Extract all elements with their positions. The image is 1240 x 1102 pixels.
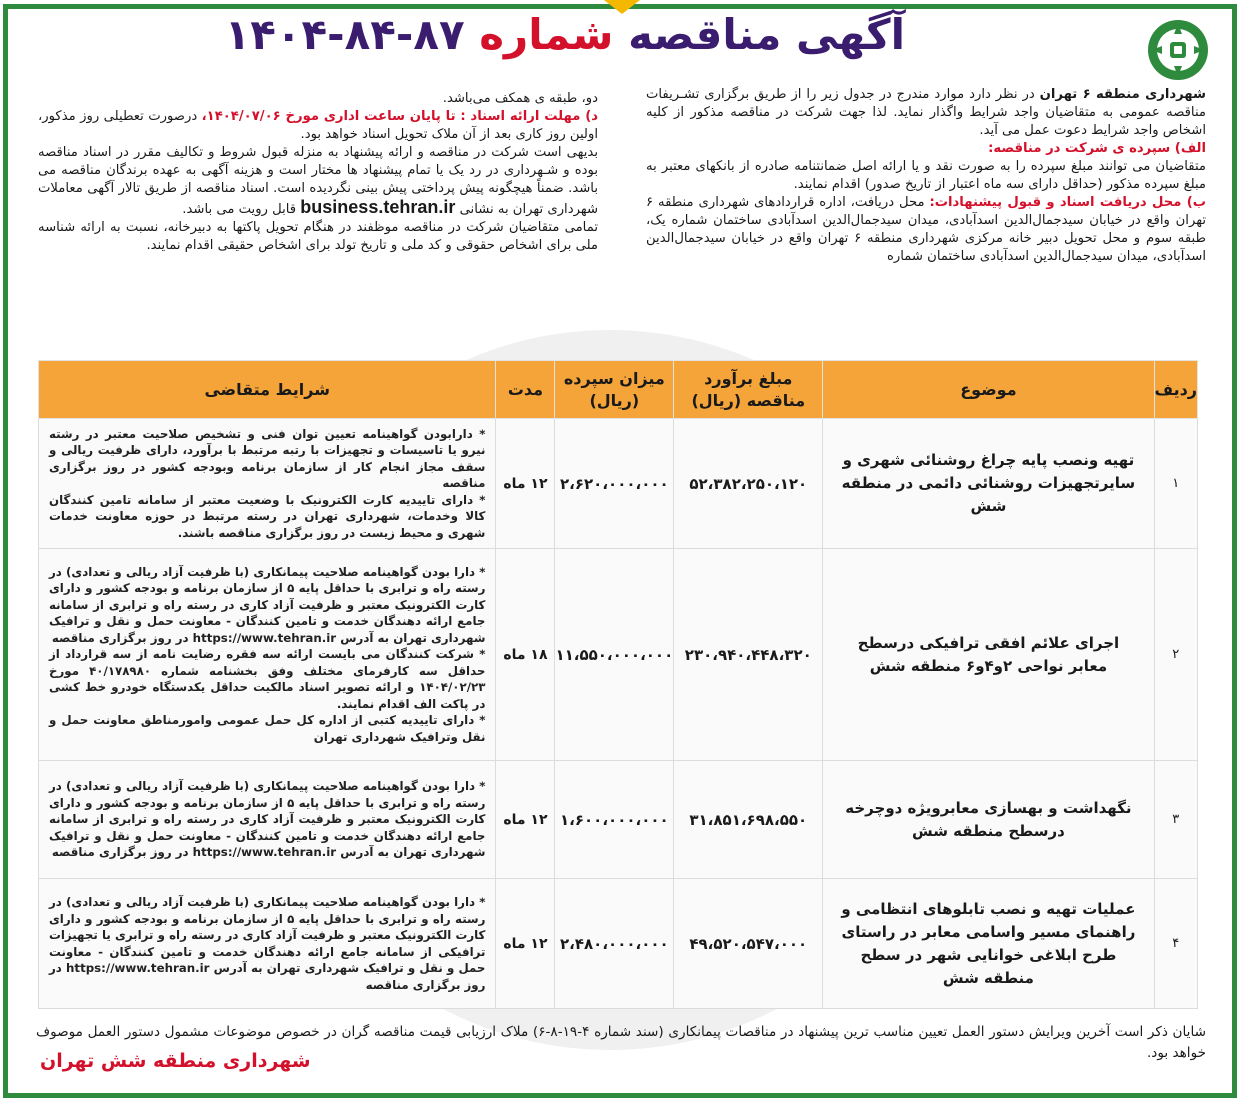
section-d-text: درصورت تعطیلی روز مذکور، اولین روز کاری بعد از آن ملاک تحویل اسناد خواهد بود. (38, 109, 598, 142)
row-duration: ۱۲ ماه (496, 419, 555, 549)
row-subject: تهیه ونصب پایه چراغ روشنائی شهری و سایرتجهیزات روشنائی دائمی در منطقه شش (823, 419, 1154, 549)
condition-item: * دارابودن گواهینامه تعیین توان فنی و تشخیص صلاحیت معتبر در رشته نیرو یا تاسیسات و تجهیزات با رتبه مرتبط با برآورد، دارای ظرفیت ریالی و سقف مجاز انجام کار از سازمان برنامه وبودجه کشور در روز برگزاری مناقصه (49, 426, 486, 491)
section-b-text: محل دریافت، اداره قراردادهای شهرداری منطقه ۶ تهران واقع در خیابان سیدجمال‌الدین اسدآبادی، میدان سیدجمال‌الدین اسدآبادی ساختمان شماره یک، طبقه سوم و محل تحویل دبیر خانه مرکزی شهرداری منطقه ۶ تهران واقع در خیابان سیدجمال‌الدین اسدآبادی، میدان سیدجمال‌الدین اسدآبادی ساختمان شماره (646, 195, 1206, 264)
title-number: ۸۷-۸۴-۱۴۰۴ (224, 10, 465, 59)
footer-note: شایان ذکر است آخرین ویرایش دستور العمل تعیین مناسب ترین پیشنهاد در مناقصات پیمانکاری (سند شماره ۴-۱۹-۸-۶) ملاک ارزیابی قیمت مناقصه گران در خصوص موضوعات مشمول دستور العمل موصوف خواهد بود. (36, 1024, 1206, 1061)
header-deposit: میزان سپرده (ریال) (555, 361, 674, 419)
table-row (39, 419, 1198, 549)
header-estimate: مبلغ برآورد مناقصه (ریال) (674, 361, 823, 419)
condition-item: * دارای تاییدیه کارت الکترونیک با وضعیت معتبر از سامانه تامین کنندگان کالا وخدمات، شهرداری تهران در رسته مرتبط در حوزه معاونت خدمات شهری و محیط زیست در روز برگزاری مناقصه باشند. (49, 492, 486, 540)
row-number: ۳ (1154, 761, 1197, 879)
row-duration: ۱۸ ماه (496, 549, 555, 761)
row-number: ۲ (1154, 549, 1197, 761)
header-subject: موضوع (823, 361, 1154, 419)
row-estimate: ۴۹،۵۲۰،۵۴۷،۰۰۰ (674, 879, 823, 1009)
notice-title (225, 10, 905, 59)
signature: شهرداری منطقه شش تهران (40, 1050, 311, 1072)
condition-item: * شرکت کنندگان می بایست ارائه سه فقره رضایت نامه از سه قرارداد از حداقل سه کارفرمای مختلف وفق بخشنامه شماره ۴۰/۱۷۸۹۸۰ مورخ ۱۴۰۴/۰۲/۲۳ و ارائه تصویر اسناد مالکیت حداقل یکدستگاه خودرو خط کشی در پاکت الف اقدام نمایند. (49, 647, 486, 711)
header-row-number: ردیف (1154, 361, 1197, 419)
row-conditions (39, 419, 496, 549)
intro-text: در نظر دارد موارد مندرج در جدول زیر را از طریق برگزاری تشـریفات مناقصه عمومی به متقاضیان واجد شرایط واگذار نماید. لذا جهت شرکت در مناقصه مذکور از کلیه اشخاص واجد شرایط دعوت عمل می آید. (646, 87, 1206, 138)
section-b-paragraph (646, 194, 1206, 266)
row-deposit: ۲،۴۸۰،۰۰۰،۰۰۰ (555, 879, 674, 1009)
title-prefix: آگهی مناقصه (628, 10, 905, 59)
section-d-paragraph (38, 108, 598, 144)
left-text-column (38, 90, 598, 255)
row-deposit: ۱،۶۰۰،۰۰۰،۰۰۰ (555, 761, 674, 879)
row-conditions (39, 879, 496, 1009)
row-duration: ۱۲ ماه (496, 761, 555, 879)
header-duration: مدت (496, 361, 555, 419)
row-subject: نگهداشت و بهسازی معابرویژه دوچرخه درسطح منطقه شش (823, 761, 1154, 879)
terms-paragraph (38, 144, 598, 219)
title-number-word: شماره (479, 10, 614, 59)
right-text-column (646, 86, 1206, 266)
table-row (39, 549, 1198, 761)
section-a-heading: الف) سپرده ی شرکت در مناقصه: (988, 141, 1206, 156)
row-estimate: ۵۲،۳۸۲،۲۵۰،۱۲۰ (674, 419, 823, 549)
condition-item: * دارا بودن گواهینامه صلاحیت پیمانکاری (با ظرفیت آزاد ریالی و تعدادی) در رسته راه و ترابری با حداقل پایه ۵ از سازمان برنامه و بودجه کشور و دارای کارت الکترونیک معتبر و ظرفیت آزاد کاری در رسته راه و ترابری یا تجهیزات ترافیکی از سامانه جامع ارائه دهندگان خدمت و تامین کنندگان - معاونت حمل و نقل و ترافیک شهرداری تهران به آدرس https://www.tehran.ir در روز برگزاری مناقصه (49, 895, 486, 992)
tender-table (38, 360, 1198, 1009)
row-conditions (39, 761, 496, 879)
table-row (39, 879, 1198, 1009)
business-site-link[interactable]: business.tehran.ir (300, 197, 456, 217)
row-deposit: ۲،۶۲۰،۰۰۰،۰۰۰ (555, 419, 674, 549)
condition-item: * دارا بودن گواهینامه صلاحیت پیمانکاری (با ظرفیت آزاد ریالی و تعدادی) در رسته راه و ترابری با حداقل پایه ۵ از سازمان برنامه و بودجه کشور و دارای کارت الکترونیک معتبر و ظرفیت آزاد کاری در رسته راه و ترابری از سامانه جامع ارائه دهندگان خدمت و تامین کنندگان - معاونت حمل و نقل و ترافیک شهرداری تهران به آدرس https://www.tehran.ir در روز برگزاری مناقصه (49, 564, 486, 645)
row-number: ۱ (1154, 419, 1197, 549)
section-a-text: متقاضیان می توانند مبلغ سپرده را به صورت نقد و یا ارائه اصل ضمانتنامه صادره از بانکهای معتبر به مبلغ سپرده مذکور (حداقل دارای سه ماه اعتبار از تاریخ صدور) اقدام نمایند. (646, 159, 1206, 192)
intro-paragraph (646, 86, 1206, 140)
row-subject: اجرای علائم افقی ترافیکی درسطح معابر نواحی ۲و۴و۶ منطقه شش (823, 549, 1154, 761)
row-duration: ۱۲ ماه (496, 879, 555, 1009)
row-deposit: ۱۱،۵۵۰،۰۰۰،۰۰۰ (555, 549, 674, 761)
condition-item: * دارا بودن گواهینامه صلاحیت پیمانکاری (با ظرفیت آزاد ریالی و تعدادی) در رسته راه و ترابری با حداقل پایه ۵ از سازمان برنامه و بودجه کشور و دارای کارت الکترونیک معتبر و ظرفیت آزاد کاری در رسته راه و ترابری از سامانه جامع ارائه دهندگان خدمت و تامین کنندگان - معاونت حمل و نقل و ترافیک شهرداری تهران به آدرس https://www.tehran.ir در روز برگزاری مناقصه (49, 779, 486, 860)
terms-text-end: قابل رویت می باشد. (182, 202, 301, 217)
header-conditions: شرایط متقاضی (39, 361, 496, 419)
section-d-heading: د) مهلت ارائه اسناد : تا پایان ساعت اداری مورخ ۱۴۰۴/۰۷/۰۶، (201, 109, 599, 124)
condition-item: * دارای تاییدیه کتبی از اداره کل حمل عمومی وامورمناطق معاونت حمل و نقل وترافیک شهرداری تهران (49, 713, 486, 744)
row-estimate: ۳۱،۸۵۱،۶۹۸،۵۵۰ (674, 761, 823, 879)
row-subject: عملیات تهیه و نصب تابلوهای انتظامی و راهنمای مسیر واسامی معابر در راستای طرح ابلاغی خوانایی شهر در سطح منطقه شش (823, 879, 1154, 1009)
continued-address: دو، طبقه ی همکف می‌باشد. (442, 91, 598, 106)
section-b-heading: ب) محل دریافت اسناد و قبول پیشنهادات: (929, 195, 1207, 210)
row-estimate: ۲۳۰،۹۴۰،۴۴۸،۳۲۰ (674, 549, 823, 761)
table-row (39, 761, 1198, 879)
tehran-municipality-logo-icon (1146, 18, 1210, 82)
row-conditions (39, 549, 496, 761)
org-name: شهرداری منطقه ۶ تهران (1039, 87, 1206, 102)
table-header-row (39, 361, 1198, 419)
terms-text: بدیهی است شرکت در مناقصه و ارائه پیشنهاد به منزله قبول شروط و تکالیف مقرر در اسناد مناقصه بوده و شـهرداری در رد یک یا تمام پیشنهاد ها مختار است و هزینه آگهی به عهده برندگان مناقصه می باشد. ضمناً هیچگونه پیش پرداختی پیش بینی نگردیده است. اسناد مناقصه از طریق تالار آگهی معاملات شهرداری تهران به نشانی (38, 145, 598, 217)
national-id-paragraph: تمامی متقاضیان شرکت در مناقصه موظفند در هنگام تحویل پاکتها به دبیرخانه، نسبت به ارائه شناسه ملی برای اشخاص حقوقی و کد ملی و تاریخ تولد برای اشخاص حقیقی اقدام نمایند. (38, 220, 598, 253)
row-number: ۴ (1154, 879, 1197, 1009)
